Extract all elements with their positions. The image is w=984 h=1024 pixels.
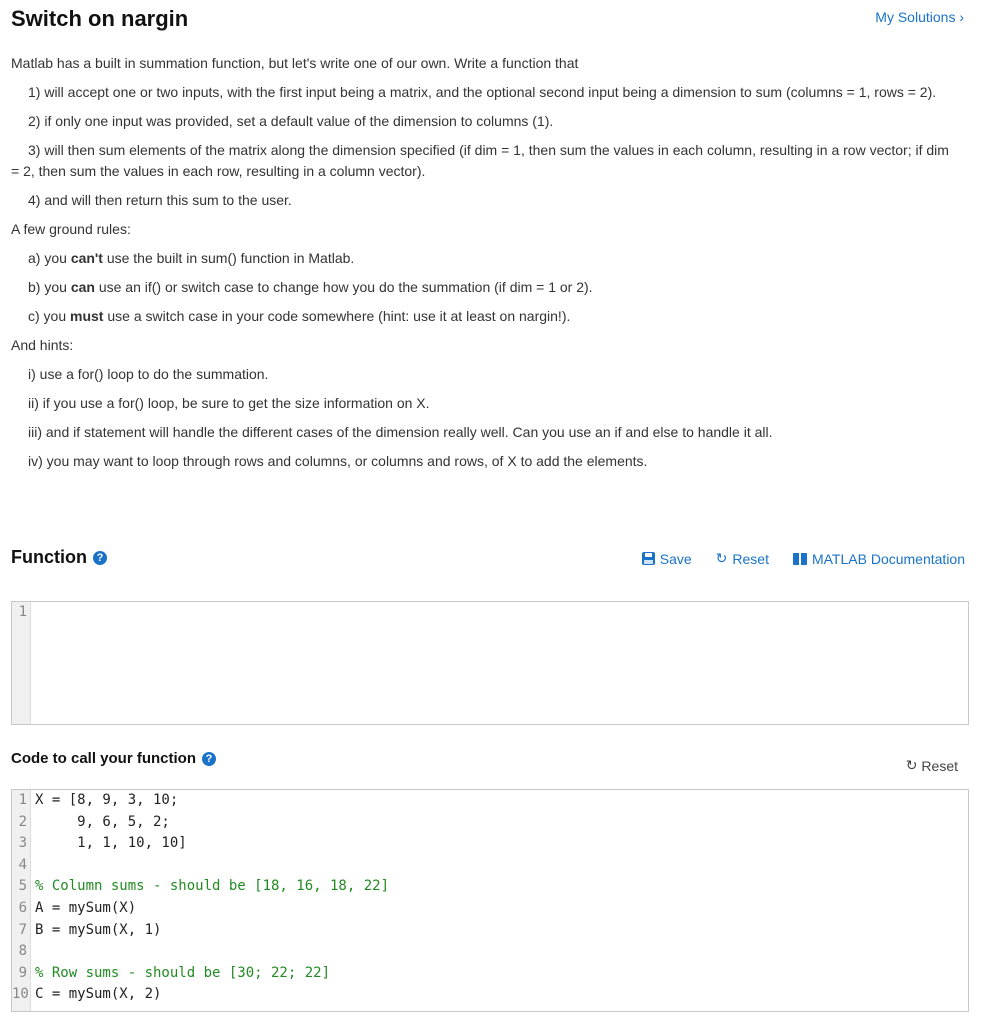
call-line-numbers <box>12 790 31 1011</box>
help-icon[interactable]: ? <box>202 752 216 766</box>
reset-arrow-icon: ↻ <box>715 550 728 566</box>
line-number: 9 <box>18 964 27 981</box>
rule-a: a) you can't use the built in sum() function in Matlab. <box>28 250 355 266</box>
rules-heading: A few ground rules: <box>11 221 131 237</box>
floppy-disk-icon <box>642 552 655 565</box>
line-number: 3 <box>18 835 27 852</box>
reset-arrow-icon: ↻ <box>905 757 918 773</box>
my-solutions-link[interactable]: My Solutions › <box>875 9 964 25</box>
code-comment-line[interactable]: % Column sums - should be [18, 16, 18, 22] <box>35 878 390 895</box>
line-number: 1 <box>18 604 27 620</box>
step-4: 4) and will then return this sum to the user. <box>28 192 292 208</box>
code-line[interactable]: X = [8, 9, 3, 10; <box>35 792 179 808</box>
code-line[interactable]: C = mySum(X, 2) <box>35 986 162 1003</box>
function-line-numbers <box>12 602 31 724</box>
line-number: 8 <box>18 943 27 960</box>
call-title: Code to call your function <box>11 750 197 767</box>
rule-c: c) you must use a switch case in your code somewhere (hint: use it at least on nargin!). <box>28 308 571 324</box>
step-3: 3) will then sum elements of the matrix along the dimension specified (if dim = 1, then sum the values in each column, resulting in a row vector; if dim = 2, then sum the values in each row, resulting in a column vector). <box>11 142 949 179</box>
page-title: Switch on nargin <box>11 6 189 31</box>
problem-description <box>11 53 951 480</box>
line-number: 4 <box>18 856 27 873</box>
call-editor[interactable] <box>11 789 969 1012</box>
hint-2: ii) if you use a for() loop, be sure to get the size information on X. <box>28 395 430 411</box>
line-number: 1 <box>18 792 27 808</box>
line-number: 2 <box>18 813 27 830</box>
intro-text: Matlab has a built in summation function, but let's write one of our own. Write a function that <box>11 55 579 71</box>
code-line[interactable] <box>35 941 968 963</box>
step-1: 1) will accept one or two inputs, with the first input being a matrix, and the optional second input being a dimension to sum (columns = 1, rows = 2). <box>28 84 937 100</box>
hint-1: i) use a for() loop to do the summation. <box>28 366 269 382</box>
help-icon[interactable]: ? <box>93 551 107 565</box>
save-button[interactable]: Save <box>642 550 692 567</box>
code-line[interactable] <box>35 855 968 877</box>
call-code-area[interactable] <box>35 790 968 1006</box>
code-line[interactable]: A = mySum(X) <box>35 899 137 916</box>
hint-3: iii) and if statement will handle the different cases of the dimension really well. Can you use an if and else to handle it all. <box>28 424 773 440</box>
book-icon <box>793 553 807 565</box>
hint-4: iv) you may want to loop through rows and columns, or columns and rows, of X to add the elements. <box>28 453 648 469</box>
function-heading <box>11 547 107 568</box>
hints-heading: And hints: <box>11 337 74 353</box>
code-line[interactable]: 9, 6, 5, 2; <box>35 813 170 830</box>
code-comment-line[interactable]: % Row sums - should be [30; 22; 22] <box>35 964 331 981</box>
step-2: 2) if only one input was provided, set a default value of the dimension to columns (1). <box>28 113 554 129</box>
call-reset-button[interactable]: ↻ Reset <box>905 757 958 774</box>
line-number: 10 <box>12 986 29 1003</box>
reset-button[interactable]: ↻ Reset <box>715 550 769 567</box>
code-line[interactable]: B = mySum(X, 1) <box>35 921 162 938</box>
code-line[interactable]: 1, 1, 10, 10] <box>35 835 187 852</box>
line-number: 5 <box>18 878 27 895</box>
matlab-documentation-link[interactable]: MATLAB Documentation <box>793 550 965 567</box>
line-number: 7 <box>18 921 27 938</box>
rule-b: b) you can use an if() or switch case to change how you do the summation (if dim = 1 or 2). <box>28 279 593 295</box>
line-number: 6 <box>18 899 27 916</box>
function-toolbar <box>642 550 965 567</box>
function-title: Function <box>11 547 87 567</box>
call-heading <box>11 750 216 767</box>
function-editor[interactable] <box>11 601 969 725</box>
